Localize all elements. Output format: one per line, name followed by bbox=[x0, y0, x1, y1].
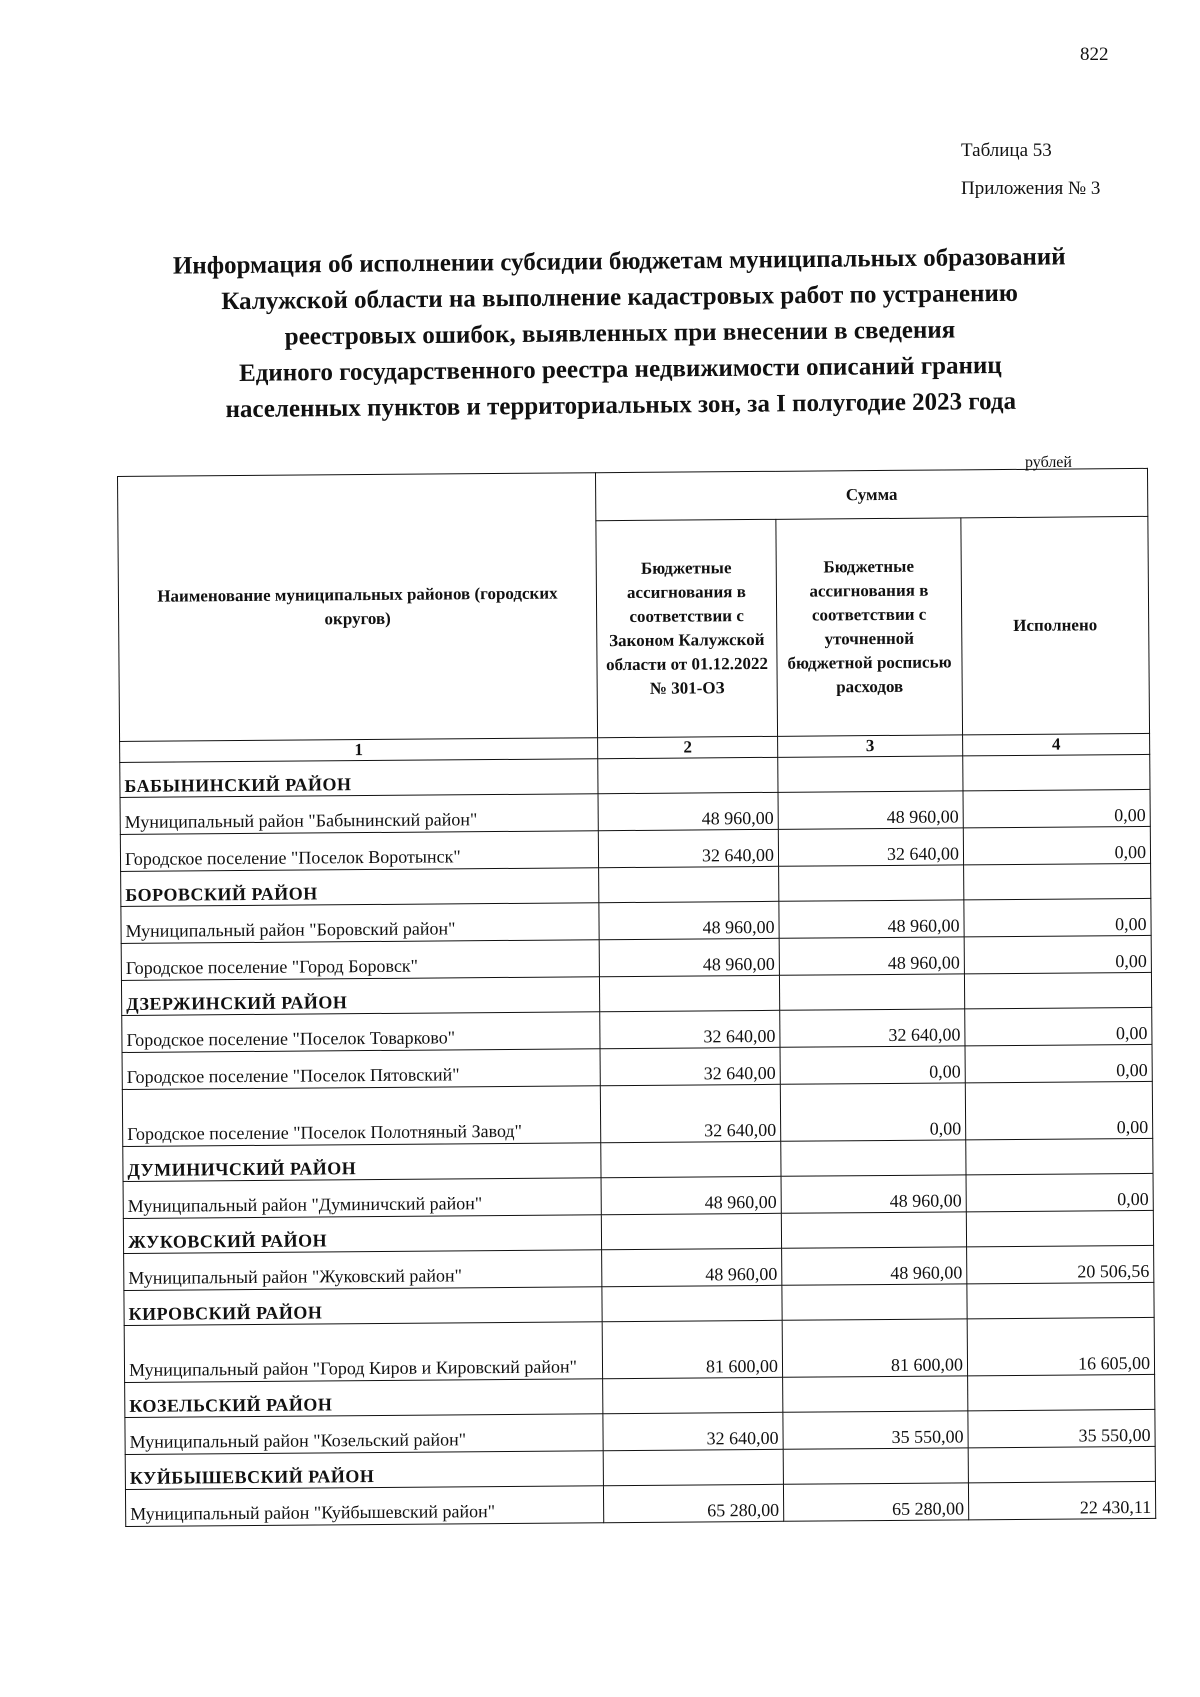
title-line: Единого государственного реестра недвижимости описаний границ bbox=[238, 352, 1002, 387]
table-row bbox=[122, 1081, 1152, 1146]
subsidy-table bbox=[117, 468, 1156, 1527]
entity-name: Муниципальный район "Жуковский район" bbox=[124, 1250, 602, 1291]
revised-allocation-value: 48 960,00 bbox=[779, 937, 964, 975]
law-allocation-value: 48 960,00 bbox=[598, 792, 778, 830]
entity-name: Муниципальный район "Козельский район" bbox=[125, 1414, 603, 1455]
entity-name: Муниципальный район "Куйбышевский район" bbox=[125, 1486, 603, 1527]
table-row bbox=[125, 1481, 1155, 1526]
entity-name: Муниципальный район "Боровский район" bbox=[121, 903, 599, 944]
header-revised-allocations: Бюджетные ассигнования в соответствии с уточненной бюджетной росписью расходов bbox=[776, 518, 963, 736]
page-number: 822 bbox=[1080, 44, 1109, 65]
executed-value: 16 605,00 bbox=[967, 1317, 1154, 1375]
law-allocation-value: 48 960,00 bbox=[601, 1176, 781, 1214]
table-number: Таблица 53 bbox=[961, 140, 1052, 161]
column-number: 2 bbox=[598, 736, 778, 758]
executed-value: 0,00 bbox=[965, 1044, 1152, 1082]
law-allocation-value: 32 640,00 bbox=[600, 1047, 780, 1085]
revised-allocation-value: 81 600,00 bbox=[782, 1319, 967, 1377]
entity-name: Муниципальный район "Город Киров и Кировский район" bbox=[124, 1322, 602, 1383]
entity-name: Городское поселение "Поселок Товарково" bbox=[122, 1012, 600, 1053]
title-line: населенных пунктов и территориальных зон, за I полугодие 2023 года bbox=[225, 387, 1017, 424]
entity-name: Муниципальный район "Бабынинский район" bbox=[120, 794, 598, 835]
law-allocation-value: 32 640,00 bbox=[603, 1412, 783, 1450]
executed-value: 35 550,00 bbox=[968, 1409, 1155, 1447]
column-number: 4 bbox=[963, 733, 1150, 755]
appendix-number: Приложения № 3 bbox=[961, 178, 1101, 199]
header-name: Наименование муниципальных районов (городских округов) bbox=[118, 473, 598, 742]
revised-allocation-value: 35 550,00 bbox=[783, 1411, 968, 1449]
law-allocation-value: 48 960,00 bbox=[599, 938, 779, 976]
law-allocation-value: 81 600,00 bbox=[602, 1320, 782, 1378]
executed-value: 0,00 bbox=[966, 1173, 1153, 1211]
units-label: рублей bbox=[1025, 454, 1072, 471]
law-allocation-value: 48 960,00 bbox=[602, 1248, 782, 1286]
table-row bbox=[124, 1317, 1154, 1382]
revised-allocation-value: 48 960,00 bbox=[782, 1247, 967, 1285]
law-allocation-value: 48 960,00 bbox=[599, 901, 779, 939]
title-line: Информация об исполнении субсидии бюджетам муниципальных образований bbox=[172, 243, 1066, 280]
entity-name: Городское поселение "Поселок Пятовский" bbox=[122, 1049, 600, 1090]
entity-name: Муниципальный район "Думиничский район" bbox=[123, 1178, 601, 1219]
revised-allocation-value: 32 640,00 bbox=[778, 828, 963, 866]
revised-allocation-value: 65 280,00 bbox=[783, 1483, 968, 1521]
district-name: КИРОВСКИЙ РАЙОН bbox=[124, 1287, 602, 1326]
executed-value: 0,00 bbox=[964, 935, 1151, 973]
revised-allocation-value: 48 960,00 bbox=[781, 1175, 966, 1213]
district-name: ДЗЕРЖИНСКИЙ РАЙОН bbox=[121, 977, 599, 1016]
entity-name: Городское поселение "Поселок Полотняный Завод" bbox=[122, 1086, 600, 1147]
executed-value: 0,00 bbox=[965, 1007, 1152, 1045]
entity-name: Городское поселение "Город Боровск" bbox=[121, 940, 599, 981]
column-number: 1 bbox=[120, 738, 598, 763]
title-line: реестровых ошибок, выявленных при внесении в сведения bbox=[284, 316, 956, 351]
district-name: ДУМИНИЧСКИЙ РАЙОН bbox=[123, 1143, 601, 1182]
table-body bbox=[120, 754, 1156, 1526]
title-line: Калужской области на выполнение кадастровых работ по устранению bbox=[221, 279, 1019, 316]
executed-value: 0,00 bbox=[964, 898, 1151, 936]
executed-value: 0,00 bbox=[963, 826, 1150, 864]
executed-value: 0,00 bbox=[965, 1081, 1152, 1139]
revised-allocation-value: 0,00 bbox=[780, 1083, 965, 1141]
header-sum: Сумма bbox=[595, 468, 1147, 521]
executed-value: 0,00 bbox=[963, 789, 1150, 827]
law-allocation-value: 32 640,00 bbox=[600, 1084, 780, 1142]
header-law-allocations: Бюджетные ассигнования в соответствии с Законом Калужской области от 01.12.2022 № 301-ОЗ bbox=[596, 519, 778, 737]
entity-name: Городское поселение "Поселок Воротынск" bbox=[120, 831, 598, 872]
district-name: ЖУКОВСКИЙ РАЙОН bbox=[123, 1215, 601, 1254]
revised-allocation-value: 0,00 bbox=[780, 1046, 965, 1084]
document-title bbox=[119, 239, 1121, 429]
column-number: 3 bbox=[778, 735, 963, 757]
law-allocation-value: 32 640,00 bbox=[598, 829, 778, 867]
revised-allocation-value: 48 960,00 bbox=[779, 900, 964, 938]
law-allocation-value: 32 640,00 bbox=[600, 1010, 780, 1048]
revised-allocation-value: 48 960,00 bbox=[778, 791, 963, 829]
executed-value: 20 506,56 bbox=[967, 1245, 1154, 1283]
table-reference bbox=[961, 132, 1100, 208]
district-name: КОЗЕЛЬСКИЙ РАЙОН bbox=[125, 1379, 603, 1418]
revised-allocation-value: 32 640,00 bbox=[780, 1009, 965, 1047]
header-executed: Исполнено bbox=[961, 517, 1150, 735]
district-name: БОРОВСКИЙ РАЙОН bbox=[121, 868, 599, 907]
executed-value: 22 430,11 bbox=[968, 1481, 1155, 1519]
district-name: КУЙБЫШЕВСКИЙ РАЙОН bbox=[125, 1451, 603, 1490]
law-allocation-value: 65 280,00 bbox=[603, 1484, 783, 1522]
district-name: БАБЫНИНСКИЙ РАЙОН bbox=[120, 759, 598, 798]
